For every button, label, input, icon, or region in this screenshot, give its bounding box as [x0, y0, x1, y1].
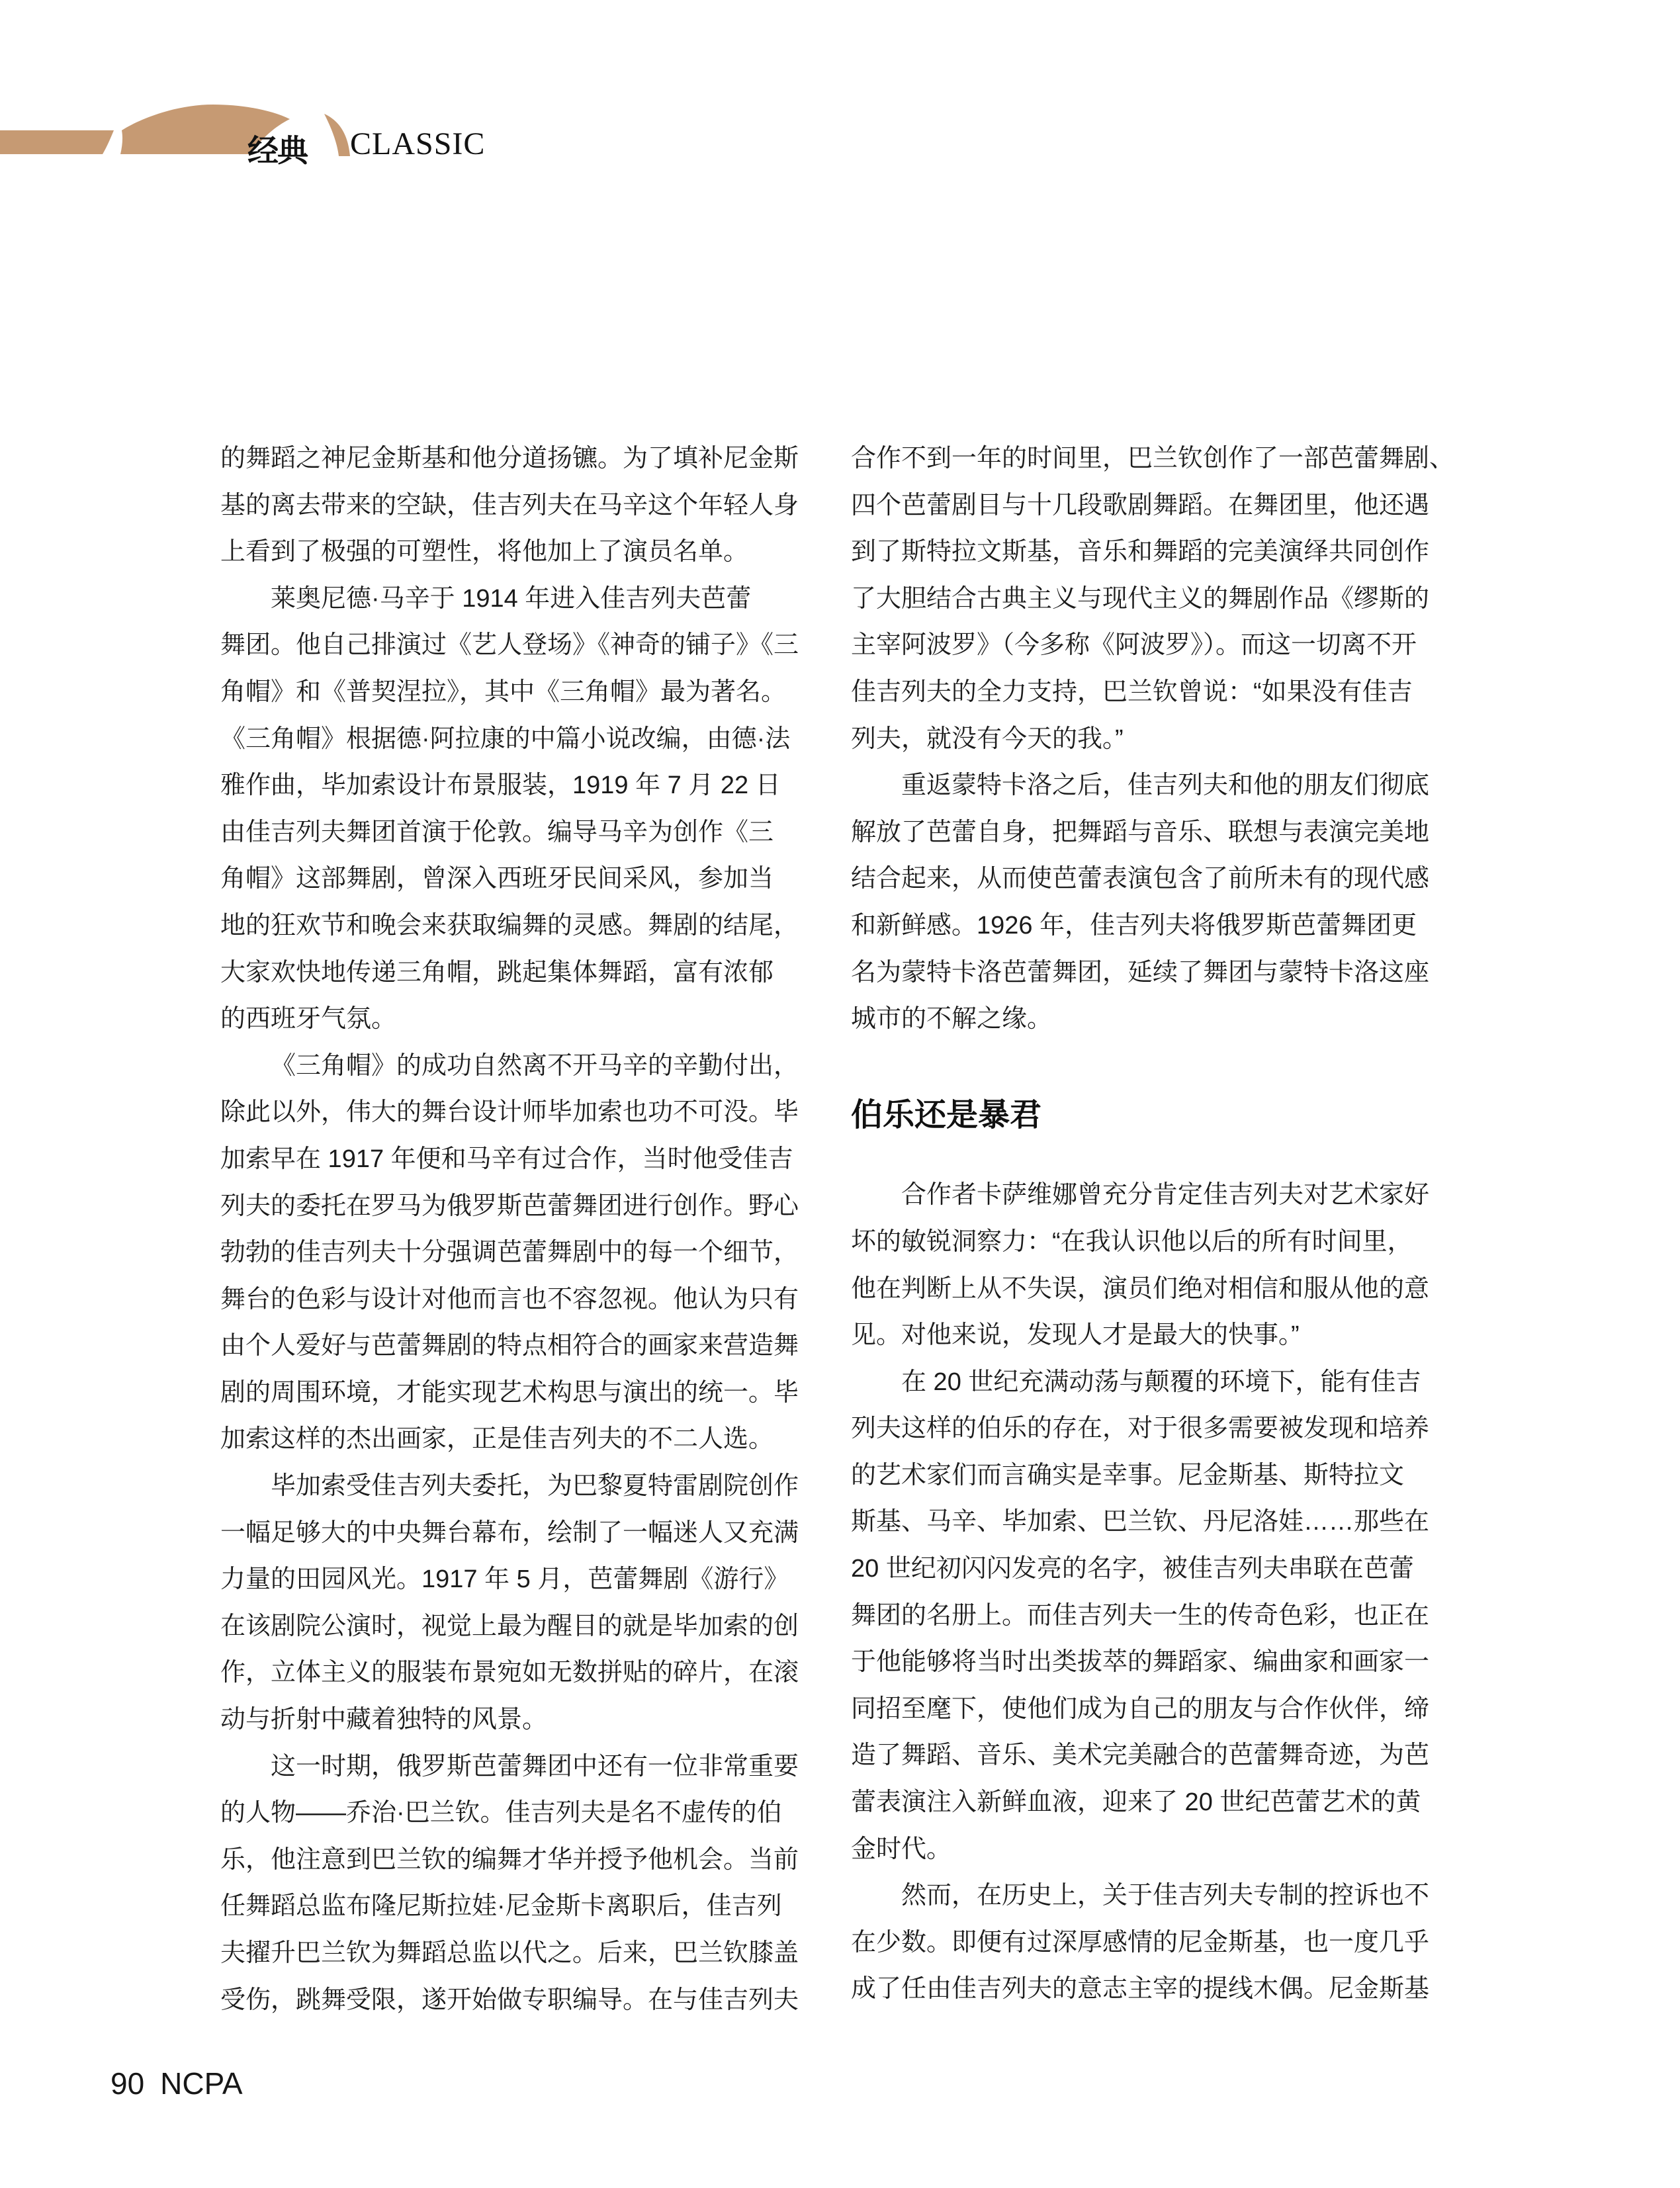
- article-right-column: [851, 435, 1460, 2013]
- text-line: 合作者卡萨维娜曾充分肯定佳吉列夫对艺术家好: [901, 1181, 1430, 1209]
- page-footer: [111, 2066, 243, 2101]
- right-column-paragraphs-1: [851, 435, 1460, 1043]
- text-line: 夫擢升巴兰钦为舞蹈总监以代之。后来，巴兰钦膝盖: [220, 1939, 799, 1967]
- text-line: 四个芭蕾剧目与十几段歌剧舞蹈。在舞团里，他还遇: [851, 491, 1430, 519]
- header-tail-shape: [324, 114, 350, 156]
- text-line: 角帽》和《普契涅拉》，其中《三角帽》最为著名。: [220, 678, 787, 706]
- text-line: 同招至麾下，使他们成为自己的朋友与合作伙伴，缔: [851, 1694, 1430, 1723]
- text-line: 于他能够将当时出类拔萃的舞蹈家、编曲家和画家一: [851, 1648, 1430, 1677]
- brand-title-english: CLASSIC: [350, 126, 486, 161]
- text-line: 和新鲜感。1926 年，佳吉列夫将俄罗斯芭蕾舞团更: [851, 911, 1417, 940]
- text-line: 《三角帽》根据德·阿拉康的中篇小说改编，由德·法: [220, 724, 791, 753]
- text-line: 见。对他来说，发现人才是最大的快事。”: [851, 1321, 1300, 1350]
- text-line: 加索早在 1917 年便和马辛有过合作，当时他受佳吉: [220, 1145, 793, 1173]
- text-line: 然而，在历史上，关于佳吉列夫专制的控诉也不: [901, 1882, 1430, 1910]
- text-line: 力量的田园风光。1917 年 5 月，芭蕾舞剧《游行》: [220, 1565, 789, 1594]
- text-line: 的人物——乔治·巴兰钦。佳吉列夫是名不虚传的伯: [220, 1799, 782, 1827]
- text-line: 地的狂欢节和晚会来获取编舞的灵感。舞剧的结尾，: [220, 911, 799, 940]
- text-line: 结合起来，从而使芭蕾表演包含了前所未有的现代感: [851, 865, 1430, 893]
- text-line: 到了斯特拉文斯基，音乐和舞蹈的完美演绎共同创作: [851, 538, 1430, 566]
- text-line: 主宰阿波罗》（今多称《阿波罗》）。而这一切离不开: [851, 631, 1417, 660]
- brand-title-chinese: 经典: [247, 133, 307, 168]
- text-line: 佳吉列夫的全力支持，巴兰钦曾说：“如果没有佳吉: [851, 678, 1413, 706]
- text-line: 他在判断上从不失误，演员们绝对相信和服从他的意: [851, 1274, 1430, 1303]
- text-line: 了大胆结合古典主义与现代主义的舞剧作品《缪斯的: [851, 584, 1430, 613]
- article-left-column: [220, 435, 809, 2023]
- text-line: 舞团的名册上。而佳吉列夫一生的传奇色彩，也正在: [851, 1601, 1430, 1630]
- right-column-paragraphs-2: [851, 1172, 1460, 2013]
- text-line: 由个人爱好与芭蕾舞剧的特点相符合的画家来营造舞: [220, 1332, 799, 1360]
- text-line: 在该剧院公演时，视觉上最为醒目的就是毕加索的创: [220, 1612, 799, 1640]
- text-line: 20 世纪初闪闪发亮的名字，被佳吉列夫串联在芭蕾: [851, 1555, 1414, 1583]
- text-line: 斯基、马辛、毕加索、巴兰钦、丹尼洛娃……那些在: [851, 1508, 1430, 1536]
- text-line: 作，立体主义的服装布景宛如无数拼贴的碎片，在滚: [220, 1659, 799, 1687]
- text-line: 除此以外，伟大的舞台设计师毕加索也功不可没。毕: [220, 1098, 799, 1127]
- section-heading: 伯乐还是暴君: [851, 1097, 1042, 1133]
- text-line: 金时代。: [851, 1835, 952, 1863]
- text-line: 角帽》这部舞剧，曾深入西班牙民间采风，参加当: [220, 865, 774, 893]
- text-line: 列夫的委托在罗马为俄罗斯芭蕾舞团进行创作。野心: [220, 1192, 799, 1220]
- text-line: 勃勃的佳吉列夫十分强调芭蕾舞剧中的每一个细节，: [220, 1239, 799, 1267]
- text-line: 乐，他注意到巴兰钦的编舞才华并授予他机会。当前: [220, 1845, 799, 1874]
- text-line: 列夫这样的伯乐的存在，对于很多需要被发现和培养: [851, 1415, 1430, 1443]
- text-line: 由佳吉列夫舞团首演于伦敦。编导马辛为创作《三: [220, 818, 774, 846]
- text-line: 列夫，就没有今天的我。”: [851, 724, 1124, 753]
- text-line: 毕加索受佳吉列夫委托，为巴黎夏特雷剧院创作: [271, 1472, 799, 1501]
- text-line: 的西班牙气氛。: [220, 1005, 397, 1033]
- text-line: 的舞蹈之神尼金斯基和他分道扬镳。为了填补尼金斯: [220, 445, 799, 472]
- text-line: 一幅足够大的中央舞台幕布，绘制了一幅迷人又充满: [220, 1518, 799, 1547]
- text-line: 合作不到一年的时间里，巴兰钦创作了一部芭蕾舞剧、: [851, 445, 1455, 472]
- text-line: 坏的敏锐洞察力：“在我认识他以后的所有时间里，: [851, 1227, 1413, 1256]
- text-line: 在 20 世纪充满动荡与颠覆的环境下，能有佳吉: [901, 1368, 1421, 1396]
- text-line: 加索这样的杰出画家，正是佳吉列夫的不二人选。: [220, 1425, 774, 1454]
- text-line: 的艺术家们而言确实是幸事。尼金斯基、斯特拉文: [851, 1461, 1405, 1489]
- header-bar-shape: [0, 130, 114, 154]
- text-line: 成了任由佳吉列夫的意志主宰的提线木偶。尼金斯基: [851, 1975, 1430, 2003]
- text-line: 大家欢快地传递三角帽，跳起集体舞蹈，富有浓郁: [220, 958, 774, 986]
- text-line: 解放了芭蕾自身，把舞蹈与音乐、联想与表演完美地: [851, 818, 1430, 846]
- text-line: 造了舞蹈、音乐、美术完美融合的芭蕾舞奇迹，为芭: [851, 1741, 1430, 1770]
- text-line: 重返蒙特卡洛之后，佳吉列夫和他的朋友们彻底: [901, 771, 1430, 800]
- page-number: 90: [111, 2066, 145, 2101]
- text-line: 任舞蹈总监布隆尼斯拉娃·尼金斯卡离职后，佳吉列: [220, 1892, 782, 1921]
- footer-brand: NCPA: [160, 2066, 243, 2101]
- text-line: 受伤，跳舞受限，遂开始做专职编导。在与佳吉列夫: [220, 1986, 799, 2014]
- text-line: 这一时期，俄罗斯芭蕾舞团中还有一位非常重要: [271, 1752, 799, 1780]
- text-line: 舞台的色彩与设计对他而言也不容忽视。他认为只有: [220, 1285, 799, 1313]
- text-line: 舞团。他自己排演过《艺人登场》《神奇的铺子》《三: [220, 631, 799, 660]
- text-line: 城市的不解之缘。: [851, 1005, 1053, 1033]
- text-line: 《三角帽》的成功自然离不开马辛的辛勤付出，: [271, 1051, 799, 1080]
- text-line: 上看到了极强的可塑性，将他加上了演员名单。: [220, 538, 749, 566]
- text-line: 蕾表演注入新鲜血液，迎来了 20 世纪芭蕾艺术的黄: [851, 1788, 1421, 1817]
- text-line: 剧的周围环境，才能实现艺术构思与演出的统一。毕: [220, 1378, 799, 1407]
- text-line: 雅作曲，毕加索设计布景服装，1919 年 7 月 22 日: [220, 771, 781, 800]
- text-line: 在少数。即便有过深厚感情的尼金斯基，也一度几乎: [851, 1928, 1430, 1956]
- text-line: 动与折射中藏着独特的风景。: [220, 1706, 548, 1734]
- text-line: 名为蒙特卡洛芭蕾舞团，延续了舞团与蒙特卡洛这座: [851, 958, 1430, 986]
- text-line: 莱奥尼德·马辛于 1914 年进入佳吉列夫芭蕾: [271, 584, 752, 613]
- text-line: 基的离去带来的空缺，佳吉列夫在马辛这个年轻人身: [220, 491, 799, 519]
